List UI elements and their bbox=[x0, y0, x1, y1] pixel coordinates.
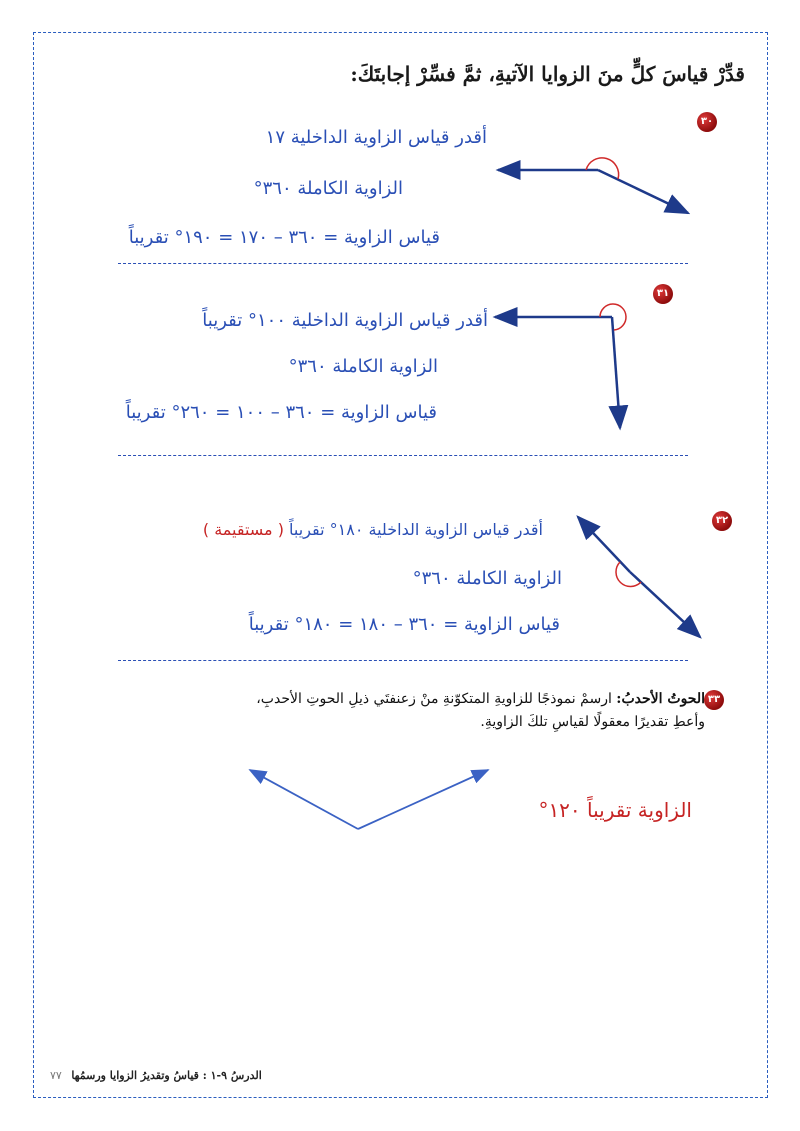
item-32-full-angle-text: الزاوية الكاملة ٣٦٠° bbox=[412, 568, 562, 589]
whale-problem-text-2: وأعطِ تقديرًا معقولًا لقياسِ تلكَ الزاويةِ. bbox=[480, 714, 705, 730]
lesson-title: الدرسُ ٩-١ : قياسُ وتقديرُ الزوايا ورسمُها bbox=[71, 1069, 262, 1082]
item-32-measure-value: قياس الزاوية = ٣٦٠ – ١٨٠ = ١٨٠° تقريباً bbox=[248, 614, 560, 635]
item-30-estimate-text: أقدر قياس الزاوية الداخلية ١٧ bbox=[265, 127, 487, 148]
page-footer bbox=[50, 1069, 262, 1082]
item-30-measure-value: قياس الزاوية = ٣٦٠ – ١٧٠ = ١٩٠° تقريباً bbox=[128, 227, 440, 248]
exercise-number-badge: ٣٢ bbox=[712, 511, 732, 531]
exercise-number-badge: ٣٣ bbox=[704, 690, 724, 710]
page-number: ٧٧ bbox=[50, 1069, 62, 1082]
item-32-straight-note: ( مستقيمة ) bbox=[202, 520, 284, 539]
exercise-heading: قدِّرْ قياسَ كلٍّ منَ الزوايا الآتيةِ، ثمَّ فسِّرْ إجابتَكَ: bbox=[350, 62, 745, 86]
whale-problem-text-1: ارسمْ نموذجًا للزاويةِ المتكوّنةِ منْ زعنفتَي ذيلِ الحوتِ الأحدبِ، bbox=[256, 691, 612, 707]
item-32-estimate-value: أقدر قياس الزاوية الداخلية ١٨٠° تقريباً bbox=[289, 520, 543, 539]
item-31-full-angle-text: الزاوية الكاملة ٣٦٠° bbox=[288, 356, 438, 377]
item-31-estimate-text: أقدر قياس الزاوية الداخلية ١٠٠° تقريباً bbox=[202, 310, 488, 331]
item-31-measure-text: قياس الزاوية = ٣٦٠ – ١٠٠ = ٢٦٠° تقريباً bbox=[125, 402, 437, 423]
whale-problem-title: الحوتُ الأحدبُ: bbox=[616, 691, 705, 707]
exercise-number-badge: ٣٠ bbox=[697, 112, 717, 132]
item-30-full-angle-text: الزاوية الكاملة ٣٦٠° bbox=[253, 178, 403, 199]
whale-answer-text: الزاوية تقريباً ١٢٠° bbox=[538, 798, 692, 822]
exercise-number-badge: ٣١ bbox=[653, 284, 673, 304]
